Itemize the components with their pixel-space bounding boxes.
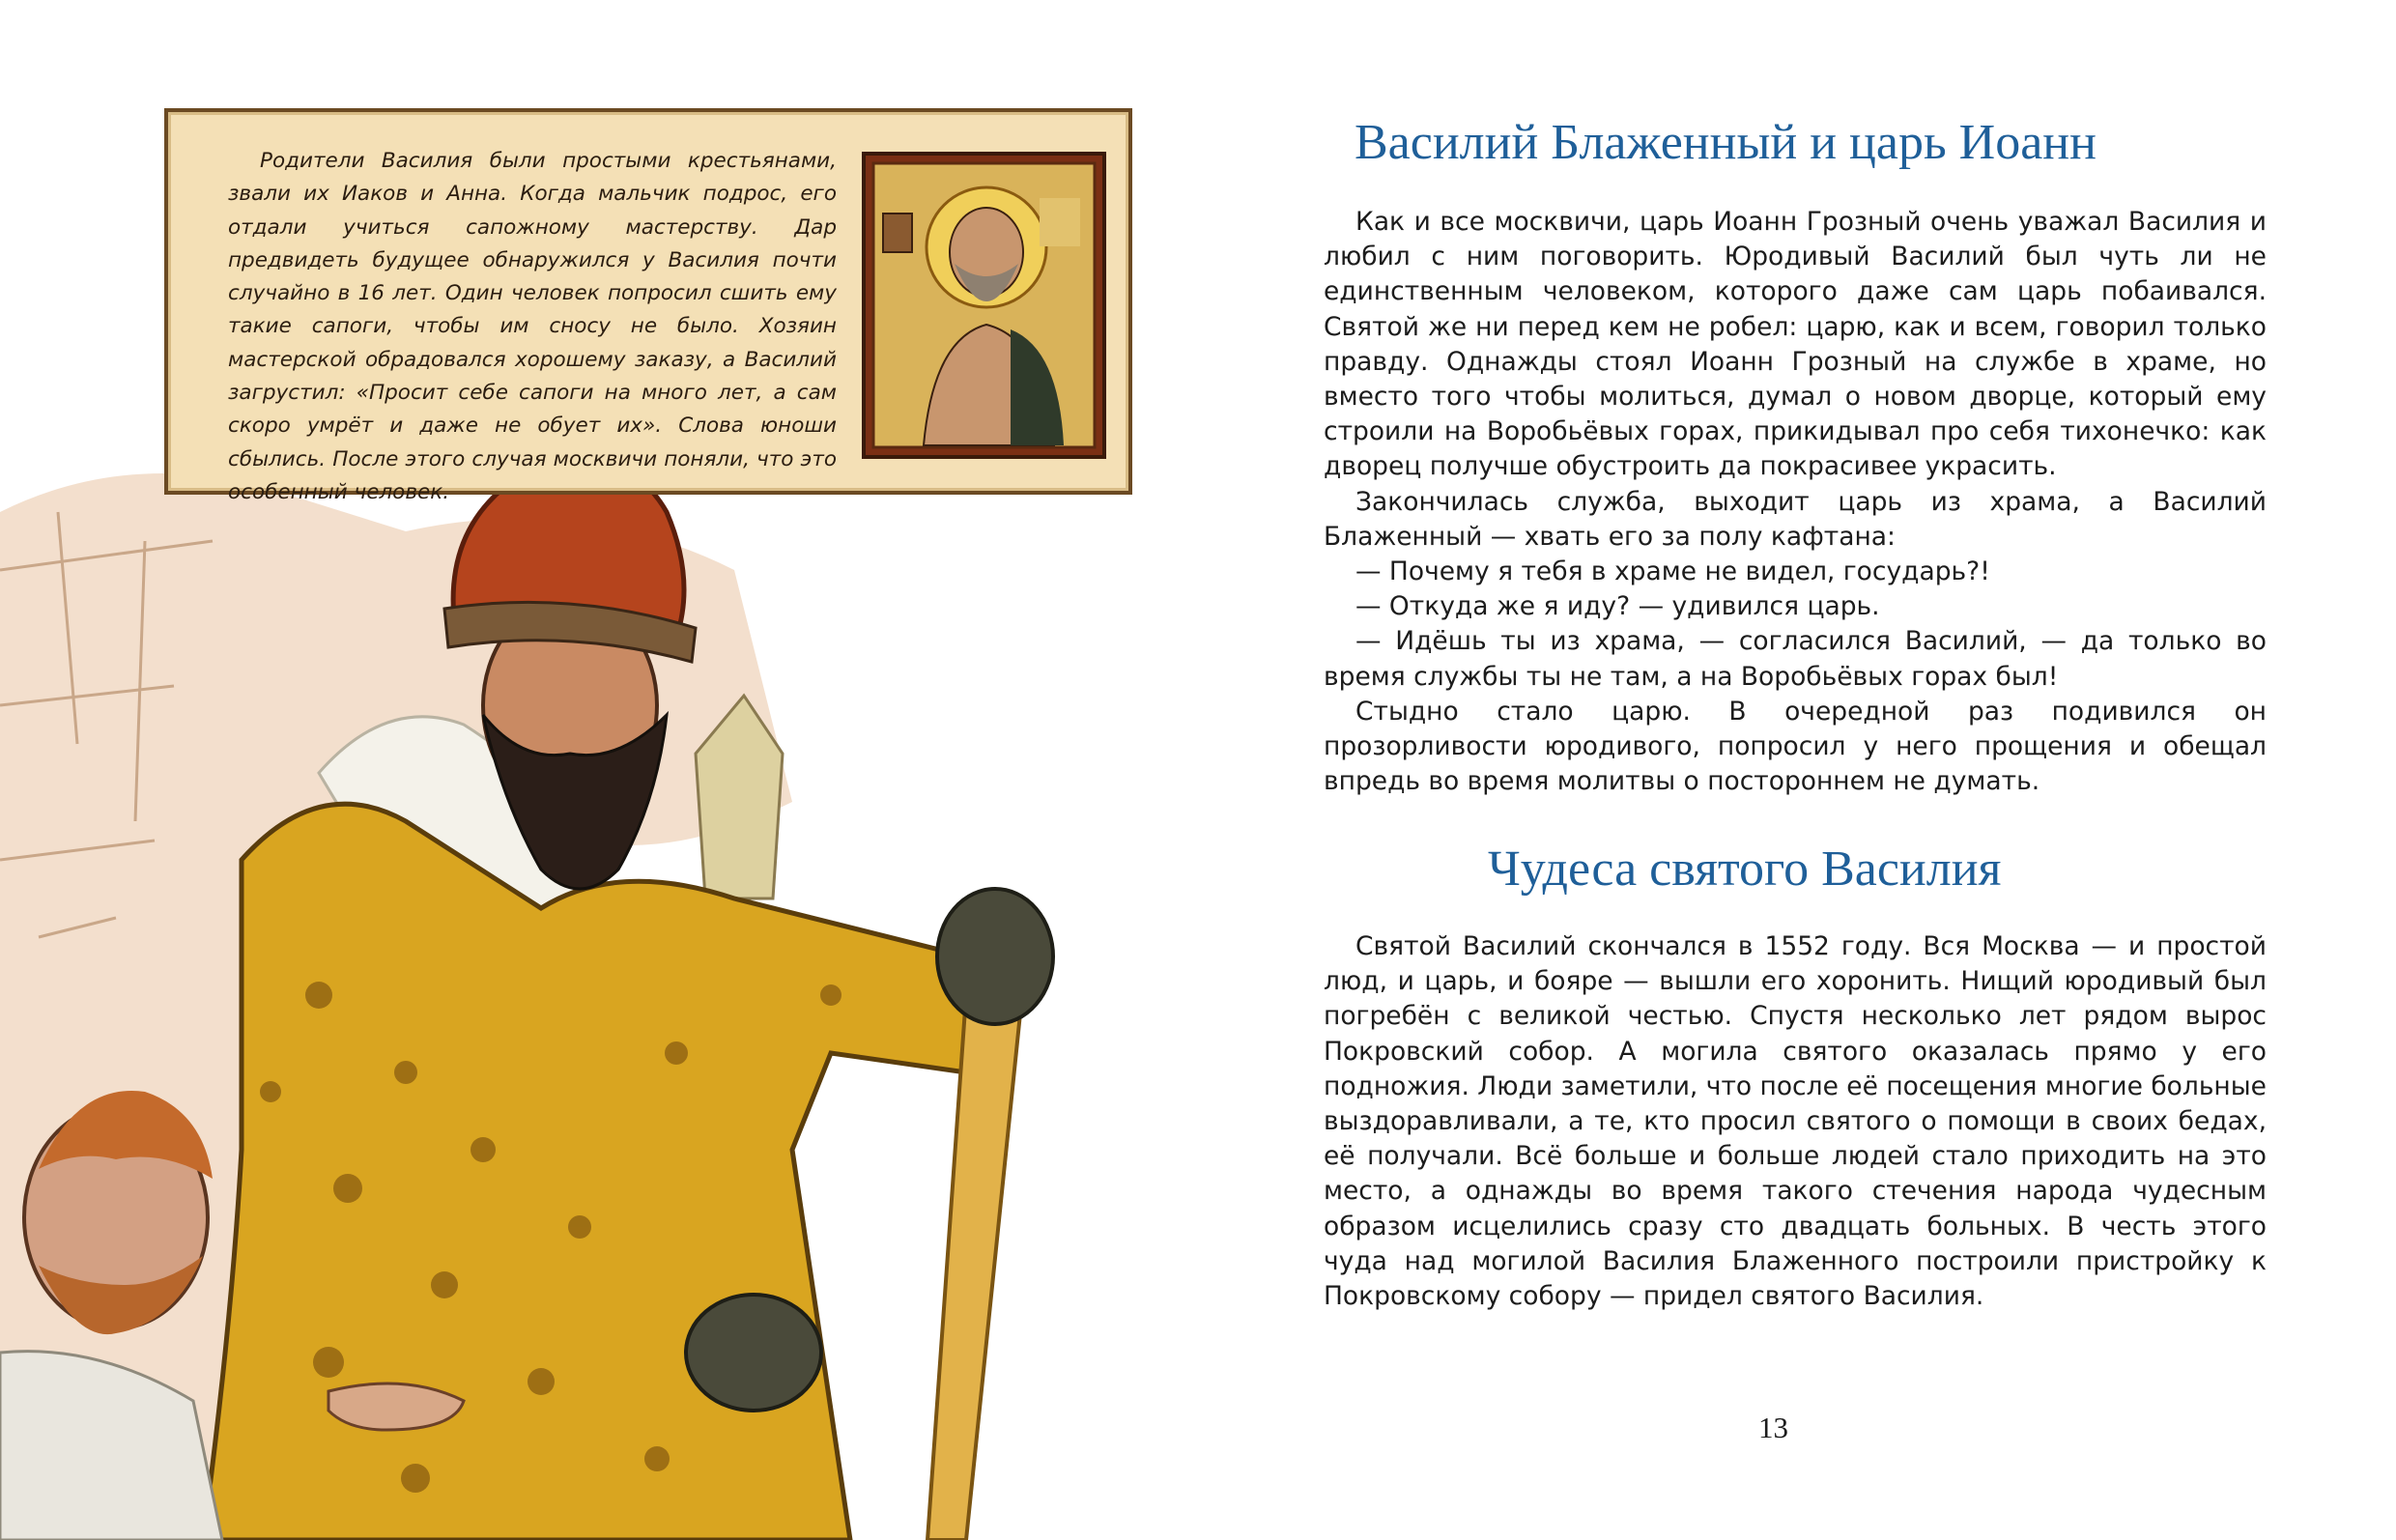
section-title-vasily-and-tsar: Василий Блаженный и царь Иоанн [1355, 115, 2096, 170]
section-title-miracles: Чудеса святого Василия [1488, 841, 2002, 897]
tsar-illustration [0, 454, 1198, 1540]
saint-icon-drawing [866, 156, 1102, 455]
page-number: 13 [1758, 1411, 1788, 1444]
section-2-body [1324, 929, 2267, 1314]
section-1-body [1324, 205, 2267, 799]
right-page [1198, 0, 2396, 1540]
sidebar-text [228, 145, 837, 509]
dialog-line: — Почему я тебя в храме не видел, государь?! [1355, 556, 1990, 587]
info-sidebar [164, 108, 1132, 504]
paragraph: Закончилась служба, выходит царь из храма, а Василий Блаженный — хвать его за полу кафтана: [1324, 486, 2267, 552]
paragraph: Святой Василий скончался в 1552 году. Вся Москва — и простой люд, и царь, и бояре — вышли его хоронить. Нищий юродивый был погребён с великой честью. Спустя несколько лет рядом вырос Покровский собор. А могила святого оказалась прямо у его подножия. Люди заметили, что после её посещения многие больные выздоравливали, а те, кто просил святого о помощи в своих бедах, её получали. Всё больше и больше людей стало приходить на это место, а однажды во время такого стечения народа чудесным образом исцелились сразу сто двадцать больных. В честь этого чуда над могилой Василия Блаженного построили пристройку к Покровскому собору — придел святого Василия. [1324, 931, 2267, 1312]
sidebar-paragraph: Родители Василия были простыми крестьянами, звали их Иаков и Анна. Когда мальчик подрос, его отдали учиться сапожному мастерству. Дар предвидеть будущее обнаружился у Василия почти случайно в 16 лет. Один человек попросил сшить ему такие сапоги, чтобы им сносу не было. Хозяин мастерской обрадовался хорошему заказу, а Василий загрустил: «Просит себе сапоги на много лет, а сам скоро умрёт и даже не обует их». Слова юноши сбылись. После этого случая москвичи поняли, что это особенный человек. [228, 149, 837, 504]
dialog-line: — Откуда же я иду? — удивился царь. [1355, 591, 1880, 622]
paragraph: Как и все москвичи, царь Иоанн Грозный очень уважал Василия и любил с ним поговорить. Юродивый Василий был чуть ли не единственным человеком, которого даже сам царь побаивался. Святой же ни перед кем не робел: царю, как и всем, говорил только правду. Однажды стоял Иоанн Грозный на службе в храме, но вместо того чтобы молиться, думал о новом дворце, который ему строили на Воробьёвых горах, прикидывал про себя тихонечко: как дворец получше обустроить да покрасивее украсить. [1324, 207, 2267, 482]
paragraph: Стыдно стало царю. В очередной раз подивился он прозорливости юродивого, попросил у него прощения и обещал впредь во время молитвы о постороннем не думать. [1324, 696, 2267, 797]
saint-icon-image [862, 152, 1106, 459]
dialog-line: — Идёшь ты из храма, — согласился Василий, — да только во время службы ты не там, а на Воробьёвых горах был! [1324, 626, 2267, 692]
